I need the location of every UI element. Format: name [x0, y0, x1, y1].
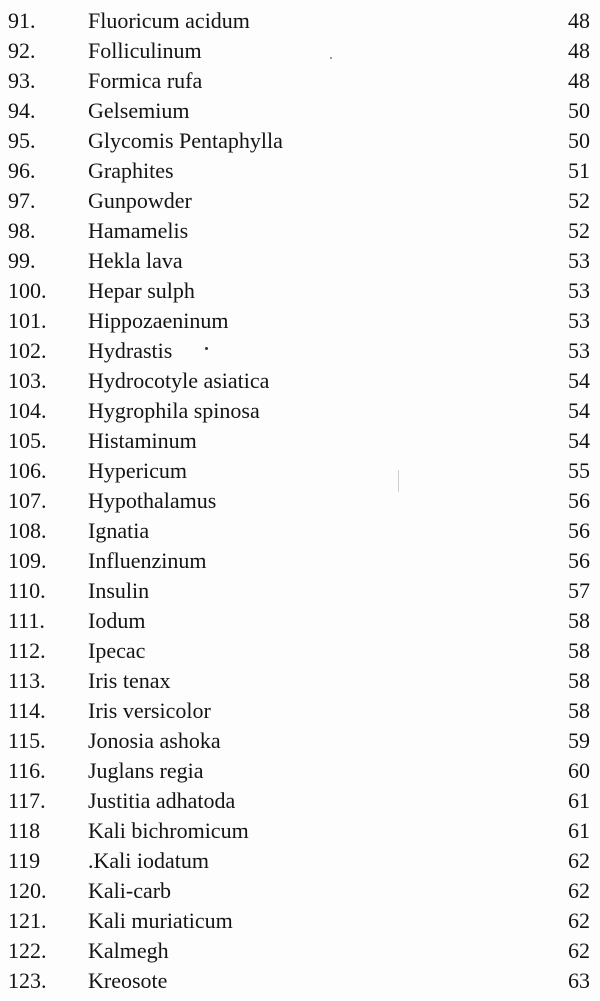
entry-page-number: 56	[568, 548, 590, 573]
contents-entry	[0, 66, 600, 96]
entry-title: Gelsemium	[88, 98, 190, 123]
entry-number: 92.	[8, 38, 36, 63]
entry-number: 101.	[8, 308, 47, 333]
contents-entry	[0, 756, 600, 786]
contents-entry	[0, 906, 600, 936]
entry-title: Hamamelis	[88, 218, 189, 243]
entry-number: 121.	[8, 908, 47, 933]
entry-title: Hydrastis	[88, 338, 173, 363]
entry-title: Kreosote	[88, 968, 168, 993]
contents-entry	[0, 6, 600, 36]
entry-page-number: 62	[568, 908, 590, 933]
entry-title: Kalmegh	[88, 938, 169, 963]
contents-entry	[0, 246, 600, 276]
entry-title: Kali muriaticum	[88, 908, 233, 933]
entry-title: Justitia adhatoda	[88, 788, 236, 813]
entry-number: 105.	[8, 428, 47, 453]
entry-page-number: 62	[568, 938, 590, 963]
print-speck	[205, 347, 208, 350]
contents-entry	[0, 576, 600, 606]
entry-title: Iodum	[88, 608, 146, 633]
entry-number: 118	[8, 818, 41, 843]
entry-title: Iris tenax	[88, 668, 171, 693]
entry-number: 112.	[8, 638, 46, 663]
entry-number: 107.	[8, 488, 47, 513]
entry-title: Juglans regia	[88, 758, 204, 783]
entry-title: Gunpowder	[88, 188, 192, 213]
entry-number: 102.	[8, 338, 47, 363]
entry-number: 110.	[8, 578, 46, 603]
entry-page-number: 56	[568, 518, 590, 543]
contents-entry	[0, 816, 600, 846]
print-speck	[330, 57, 332, 59]
entry-title: Insulin	[88, 578, 150, 603]
entry-page-number: 54	[568, 398, 590, 423]
entry-number: 113.	[8, 668, 46, 693]
entry-page-number: 53	[568, 248, 590, 273]
entry-number: 116.	[8, 758, 46, 783]
contents-entry	[0, 546, 600, 576]
contents-entry	[0, 216, 600, 246]
entry-page-number: 56	[568, 488, 590, 513]
entry-page-number: 59	[568, 728, 590, 753]
entry-number: 99.	[8, 248, 36, 273]
contents-entry	[0, 156, 600, 186]
contents-entry	[0, 36, 600, 66]
entry-page-number: 61	[568, 818, 590, 843]
contents-entry	[0, 426, 600, 456]
entry-number: 109.	[8, 548, 47, 573]
contents-entry	[0, 846, 600, 876]
contents-entry	[0, 876, 600, 906]
entry-page-number: 57	[568, 578, 590, 603]
entry-number: 123.	[8, 968, 47, 993]
contents-entry	[0, 726, 600, 756]
entry-title: Folliculinum	[88, 38, 202, 63]
entry-title: Kali-carb	[88, 878, 172, 903]
entry-number: 114.	[8, 698, 46, 723]
entry-title: Iris versicolor	[88, 698, 211, 723]
contents-entry	[0, 696, 600, 726]
contents-entry	[0, 186, 600, 216]
entry-title: Hypothalamus	[88, 488, 217, 513]
entry-page-number: 52	[568, 188, 590, 213]
entry-number: 111.	[8, 608, 45, 633]
entry-title: Hippozaeninum	[88, 308, 229, 333]
entry-title: Jonosia ashoka	[88, 728, 221, 753]
entry-page-number: 58	[568, 608, 590, 633]
entry-title: Hygrophila spinosa	[88, 398, 260, 423]
entry-page-number: 58	[568, 698, 590, 723]
entry-page-number: 54	[568, 428, 590, 453]
entry-number: 115.	[8, 728, 46, 753]
entry-page-number: 50	[568, 98, 590, 123]
contents-entry	[0, 126, 600, 156]
entry-title: Kali bichromicum	[88, 818, 249, 843]
contents-entry	[0, 636, 600, 666]
entry-page-number: 48	[568, 38, 590, 63]
contents-entry	[0, 606, 600, 636]
entry-number: 108.	[8, 518, 47, 543]
contents-entry	[0, 666, 600, 696]
entry-title: Hypericum	[88, 458, 187, 483]
contents-entry	[0, 966, 600, 996]
entry-number: 93.	[8, 68, 36, 93]
contents-list	[0, 6, 600, 996]
entry-page-number: 51	[568, 158, 590, 183]
contents-entry	[0, 516, 600, 546]
entry-page-number: 63	[568, 968, 590, 993]
entry-page-number: 48	[568, 8, 590, 33]
entry-page-number: 53	[568, 338, 590, 363]
entry-number: 103.	[8, 368, 47, 393]
entry-title: .Kali iodatum	[88, 848, 209, 873]
entry-number: 117.	[8, 788, 46, 813]
entry-page-number: 48	[568, 68, 590, 93]
entry-number: 95.	[8, 128, 36, 153]
entry-title: Hydrocotyle asiatica	[88, 368, 270, 393]
entry-number: 120.	[8, 878, 47, 903]
contents-entry	[0, 396, 600, 426]
entry-title: Ignatia	[88, 518, 150, 543]
entry-page-number: 55	[568, 458, 590, 483]
entry-page-number: 52	[568, 218, 590, 243]
entry-page-number: 50	[568, 128, 590, 153]
entry-title: Histaminum	[88, 428, 197, 453]
entry-number: 96.	[8, 158, 36, 183]
entry-number: 100.	[8, 278, 47, 303]
entry-number: 122.	[8, 938, 47, 963]
entry-title: Fluoricum acidum	[88, 8, 250, 33]
entry-number: 119	[8, 848, 41, 873]
entry-number: 94.	[8, 98, 36, 123]
contents-entry	[0, 786, 600, 816]
entry-number: 97.	[8, 188, 36, 213]
entry-number: 106.	[8, 458, 47, 483]
contents-entry	[0, 306, 600, 336]
entry-page-number: 62	[568, 878, 590, 903]
entry-number: 91.	[8, 8, 36, 33]
entry-page-number: 61	[568, 788, 590, 813]
entry-title: Graphites	[88, 158, 174, 183]
entry-title: Glycomis Pentaphylla	[88, 128, 283, 153]
entry-title: Hekla lava	[88, 248, 183, 273]
entry-page-number: 53	[568, 278, 590, 303]
entry-title: Hepar sulph	[88, 278, 195, 303]
contents-entry	[0, 366, 600, 396]
entry-title: Formica rufa	[88, 68, 203, 93]
print-speck	[398, 470, 399, 492]
entry-title: Influenzinum	[88, 548, 207, 573]
contents-entry	[0, 336, 600, 366]
entry-page-number: 54	[568, 368, 590, 393]
contents-entry	[0, 96, 600, 126]
contents-entry	[0, 486, 600, 516]
contents-entry	[0, 456, 600, 486]
entry-number: 98.	[8, 218, 36, 243]
entry-page-number: 58	[568, 668, 590, 693]
entry-title: Ipecac	[88, 638, 146, 663]
entry-page-number: 60	[568, 758, 590, 783]
entry-page-number: 58	[568, 638, 590, 663]
contents-entry	[0, 276, 600, 306]
entry-page-number: 62	[568, 848, 590, 873]
entry-number: 104.	[8, 398, 47, 423]
contents-entry	[0, 936, 600, 966]
entry-page-number: 53	[568, 308, 590, 333]
